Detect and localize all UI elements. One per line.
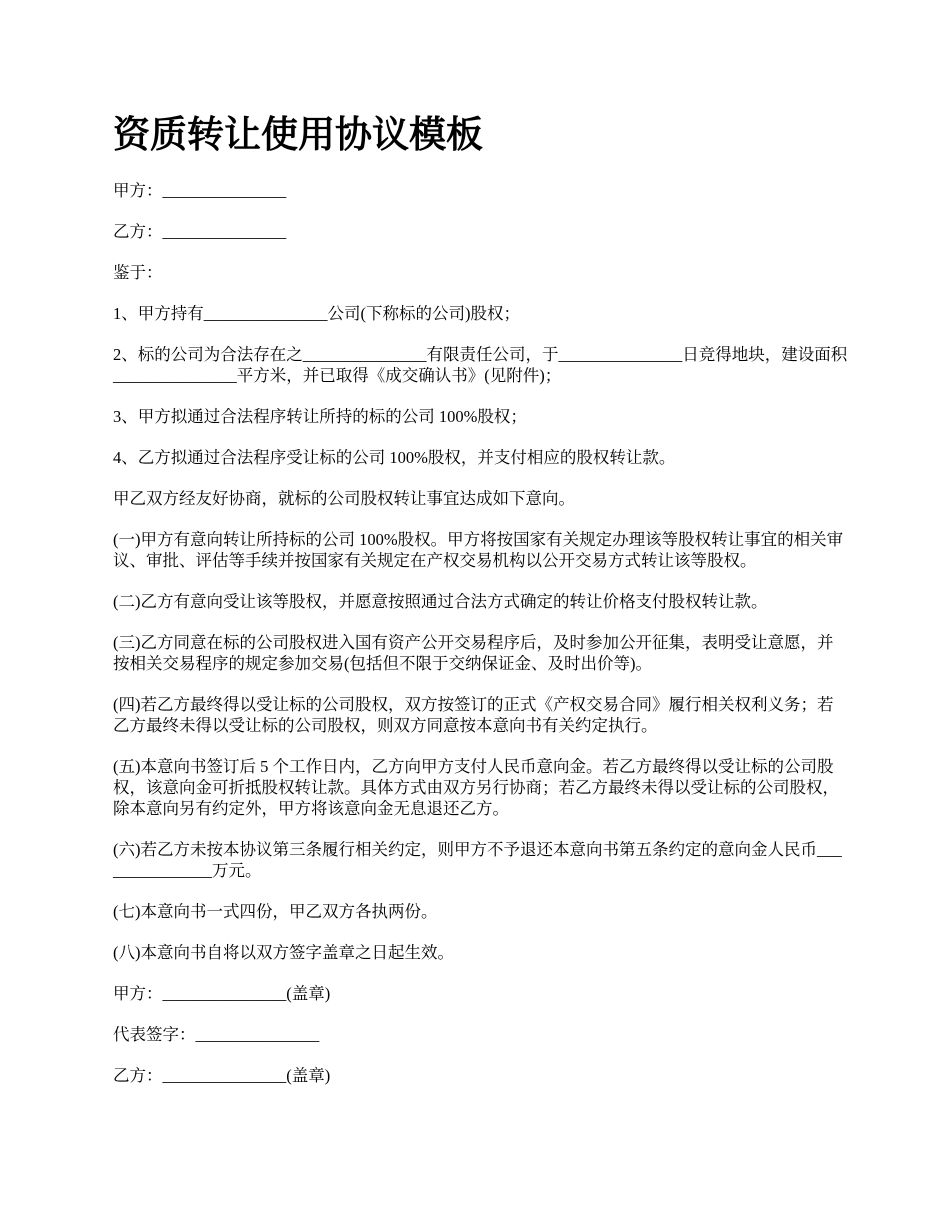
clause-3: (三)乙方同意在标的公司股权进入国有资产公开交易程序后，及时参加公开征集，表明受让意愿，并按相关交易程序的规定参加交易(包括但不限于交纳保证金、及时出价等)。 [113, 633, 834, 673]
agreement-intro: 甲乙双方经友好协商，就标的公司股权转让事宜达成如下意向。 [113, 489, 575, 508]
clause-2: (二)乙方有意向受让该等股权，并愿意按照通过合法方式确定的转让价格支付股权转让款。 [113, 592, 768, 611]
party-b-line: 乙方：_______________ [113, 222, 287, 241]
clause-5: (五)本意向书签订后 5 个工作日内，乙方向甲方支付人民币意向金。若乙方最终得以受让标的公司股权，该意向金可折抵股权转让款。具体方式由双方另行协商；若乙方最终未得以受让标的公司股权，除本意向另有约定外，甲方将该意向金无息退还乙方。 [113, 757, 839, 818]
party-a-line: 甲方：_______________ [113, 181, 287, 200]
clause-8: (八)本意向书自将以双方签字盖章之日起生效。 [113, 943, 454, 962]
clause-6: (六)若乙方未按本协议第三条履行相关约定，则甲方不予退还本意向书第五条约定的意向金人民币_______________万元。 [113, 840, 842, 880]
document-title: 资质转让使用协议模板 [113, 113, 483, 156]
recital-4: 4、乙方拟通过合法程序受让标的公司 100%股权，并支付相应的股权转让款。 [113, 448, 676, 467]
recital-3: 3、甲方拟通过合法程序转让所持的标的公司 100%股权； [113, 407, 527, 426]
whereas-heading: 鉴于： [113, 263, 163, 282]
clause-1: (一)甲方有意向转让所持标的公司 100%股权。甲方将按国家有关规定办理该等股权转让事宜的相关审议、审批、评估等手续并按国家有关规定在产权交易机构以公开交易方式转让该等股权。 [113, 530, 844, 570]
document-page [113, 108, 848, 1106]
recital-1: 1、甲方持有_______________公司(下称标的公司)股权； [113, 304, 520, 323]
clause-7: (七)本意向书一式四份，甲乙双方各执两份。 [113, 902, 438, 921]
clause-4: (四)若乙方最终得以受让标的公司股权，双方按签订的正式《产权交易合同》履行相关权利义务；若乙方最终未得以受让标的公司股权，则双方同意按本意向书有关约定执行。 [113, 695, 834, 735]
signature-representative: 代表签字：_______________ [113, 1025, 320, 1044]
signature-party-b: 乙方：_______________(盖章) [113, 1066, 331, 1085]
signature-party-a: 甲方：_______________(盖章) [113, 984, 331, 1003]
recital-2: 2、标的公司为合法存在之_______________有限责任公司，于_______________日竞得地块，建设面积_______________平方米，并已取得《成交确认书》(见附件)； [113, 345, 848, 385]
